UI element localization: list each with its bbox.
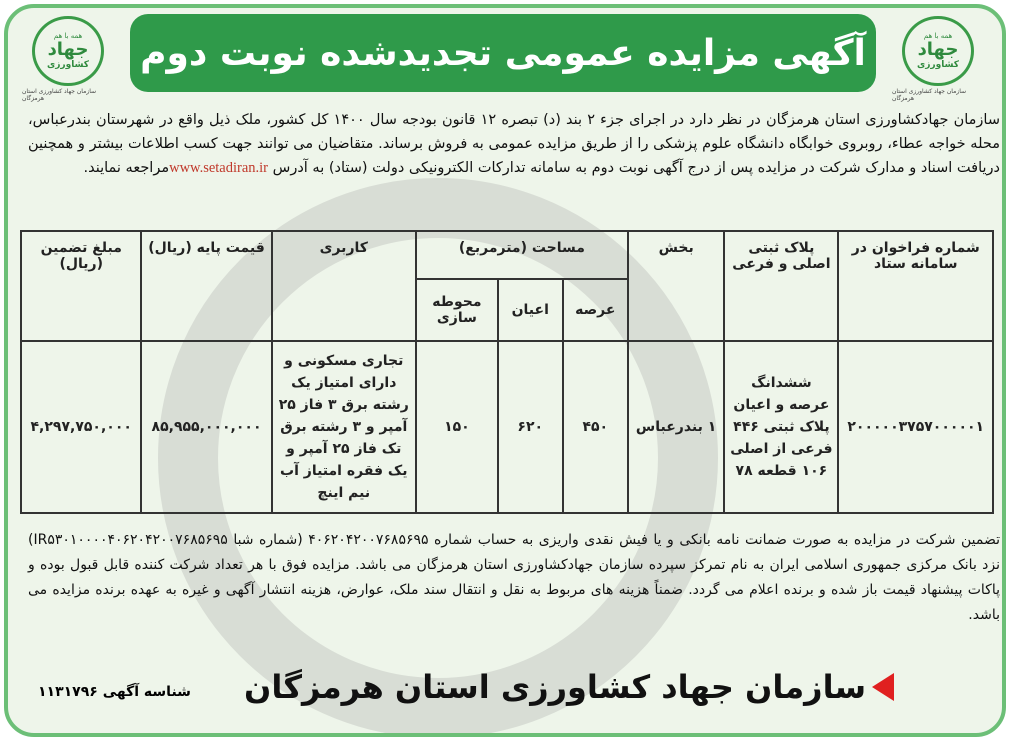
footer-organization [244, 668, 894, 706]
intro-suffix: مراجعه نمایند. [83, 160, 170, 176]
ad-frame [4, 4, 1006, 737]
logo-right [892, 16, 984, 102]
cell-usage: تجاری مسکونی و دارای امتیاز یک رشته برق ۳ فاز ۲۵ آمپر و ۳ رشته برق تک فاز ۲۵ آمپر و یک فقره امتیاز آب نیم اینچ [272, 341, 416, 513]
cell-section: ۱ بندرعباس [628, 341, 724, 513]
intro-paragraph [28, 108, 1000, 180]
logo-sub: کشاورزی [917, 60, 959, 70]
terms-paragraph: تضمین شرکت در مزایده به صورت ضمانت نامه بانکی و یا فیش نقدی واریزی به حساب شماره ۴۰۶۲۰۴۲۰۰۷۶۸۵۶۹۵ (شماره شبا IR۵۳۰۱۰۰۰۰۴۰۶۲۰۴۲۰۰۷۶۸۵۶۹۵) نزد بانک مرکزی جمهوری اسلامی ایران به نام تمرکز سپرده سازمان جهادکشاورزی استان هرمزگان می باشد. مزایده فوق با هر تعداد شرکت کننده قابل قبول بوده و پاکات پیشنهاد قیمت باز شده و برنده اعلام می گردد. ضمناً هزینه های مربوط به نقل و انتقال سند ملک، عوارض، هزینه انتشار آگهی و غیره به عهده برنده مزایده می باشد. [28, 532, 1001, 623]
logo-left [22, 16, 114, 102]
logo-caption: سازمان جهاد کشاورزی استان هرمزگان [22, 88, 97, 102]
logo-top: همه با هم [923, 32, 953, 40]
table-row [21, 341, 993, 513]
cell-guarantee: ۴,۲۹۷,۷۵۰,۰۰۰ [21, 341, 141, 513]
logo-main: جهاد [47, 39, 89, 60]
logo-caption: سازمان جهاد کشاورزی استان هرمزگان [892, 88, 967, 102]
cell-plaque: ششدانگ عرصه و اعیان پلاک ثبتی ۴۴۶ فرعی از اصلی ۱۰۶ قطعه ۷۸ [724, 341, 838, 513]
ad-id: شناسه آگهی ۱۱۳۱۷۹۶ [38, 684, 191, 700]
logo-top: همه با هم [53, 32, 83, 40]
header-plaque: پلاک ثبتی اصلی و فرعی [724, 231, 838, 341]
setadiran-link[interactable]: www.setadiran.ir [169, 160, 269, 176]
red-triangle-icon [872, 673, 894, 701]
auction-table [20, 230, 994, 514]
cell-area-building: ۶۲۰ [498, 341, 563, 513]
header-base-price: قیمت پایه (ریال) [141, 231, 271, 341]
cell-base-price: ۸۵,۹۵۵,۰۰۰,۰۰۰ [141, 341, 271, 513]
footer-organization-text: سازمان جهاد کشاورزی استان هرمزگان [244, 668, 867, 706]
header-call-number: شماره فراخوان در سامانه ستاد [838, 231, 993, 341]
header-guarantee: مبلغ تضمین (ریال) [21, 231, 141, 341]
cell-area-yard: ۱۵۰ [416, 341, 498, 513]
header-area-building: اعیان [498, 279, 563, 341]
header-section: بخش [628, 231, 724, 341]
header-area-land: عرصه [563, 279, 628, 341]
header-usage: کاربری [272, 231, 416, 341]
logo-main: جهاد [917, 39, 959, 60]
cell-area-land: ۴۵۰ [563, 341, 628, 513]
header-area: مساحت (مترمربع) [416, 231, 628, 279]
page-title: آگهی مزایده عمومی تجدیدشده نوبت دوم [130, 14, 876, 92]
intro-text: سازمان جهادکشاورزی استان هرمزگان در نظر دارد در اجرای جزء ۲ بند (د) تبصره ۱۲ قانون بودجه سال ۱۴۰۰ کل کشور، ملک ذیل واقع در شهرستان بندرعباس، محله خواجه عطاء، روبروی خوابگاه دانشگاه علوم پزشکی را از طریق مزایده عمومی به فروش برساند. متقاضیان می توانند جهت کسب اطلاعات بیشتر و همچنین دریافت اسناد و مدارک شرکت در مزایده پس از درج آگهی نوبت دوم به سامانه تدارکات الکترونیکی دولت (ستاد) به آدرس [28, 112, 1000, 176]
cell-call-number: ۲۰۰۰۰۰۳۷۵۷۰۰۰۰۰۱ [838, 341, 993, 513]
logo-sub: کشاورزی [47, 60, 89, 70]
header-area-yard: محوطه سازی [416, 279, 498, 341]
